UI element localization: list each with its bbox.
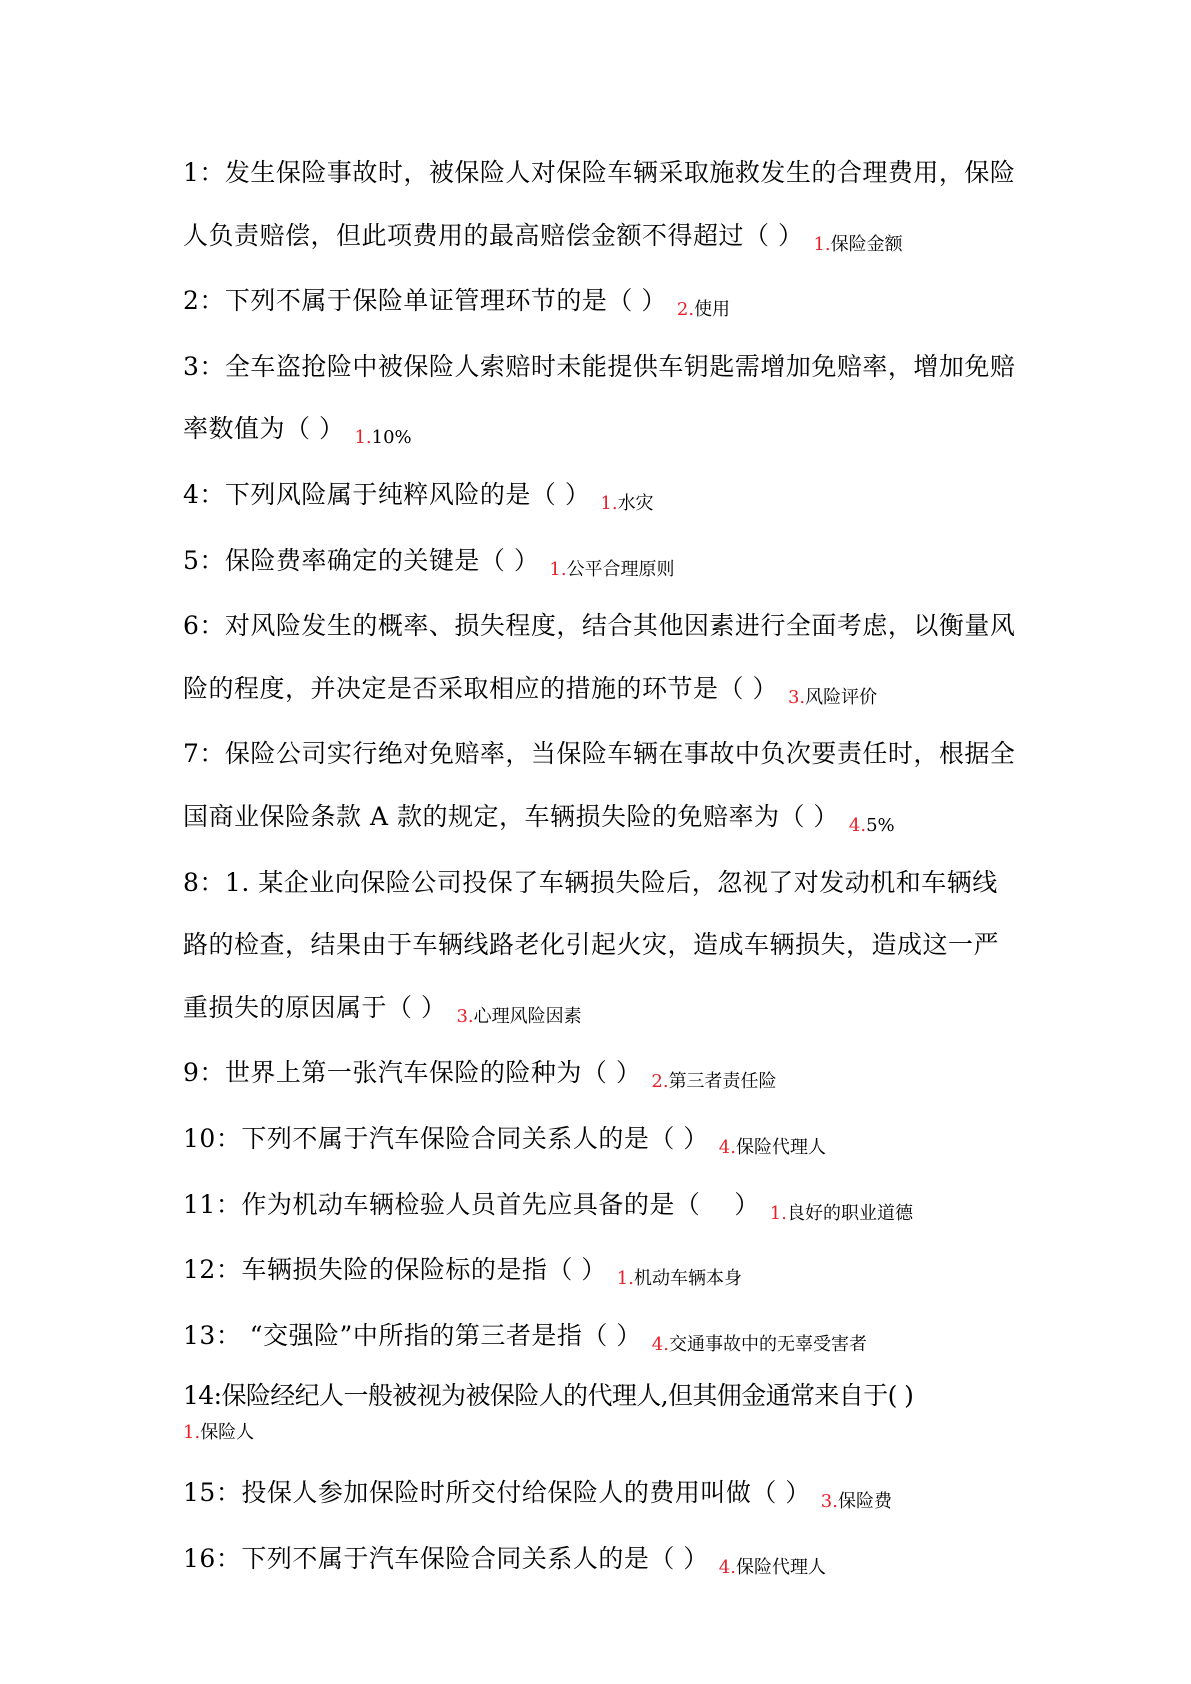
question-separator: ： xyxy=(215,1123,242,1153)
question-item xyxy=(183,852,1023,1043)
answer-text: 机动车辆本身 xyxy=(633,1268,742,1290)
answer-option-number: 1. xyxy=(600,492,618,514)
answer-option-number: 3. xyxy=(787,686,806,708)
question-item xyxy=(183,1108,1023,1174)
answer xyxy=(617,1268,742,1289)
answer xyxy=(183,1416,1023,1456)
question-number: 12 xyxy=(183,1255,216,1285)
answer-text: 心理风险因素 xyxy=(473,1005,582,1027)
answer-option-number: 1. xyxy=(616,1268,634,1290)
question-number: 11 xyxy=(183,1189,216,1219)
question-number: 5 xyxy=(183,545,200,575)
question-separator: ： xyxy=(199,867,225,897)
answer xyxy=(600,493,653,514)
question-text: 保险经纪人一般被视为被保险人的代理人,但其佣金通常来自于( ) xyxy=(221,1381,914,1411)
question-item xyxy=(183,595,1023,723)
question-number: 13 xyxy=(183,1320,216,1350)
answer xyxy=(849,815,895,836)
question-number: 14 xyxy=(183,1381,214,1411)
question-text: 保险公司实行绝对免赔率，当保险车辆在事故中负次要责任时，根据全国商业保险条款 A 款的规定，车辆损失险的免赔率为（ ） xyxy=(183,739,1016,831)
answer-text: 风险评价 xyxy=(805,686,878,708)
answer-text: 公平合理原则 xyxy=(566,558,675,580)
answer-option-number: 1. xyxy=(549,558,567,580)
question-number: 3 xyxy=(183,351,200,381)
question-separator: ： xyxy=(215,1478,242,1508)
answer xyxy=(456,1006,581,1027)
question-separator: ： xyxy=(215,1543,242,1573)
answer-option-number: 1. xyxy=(183,1422,201,1444)
question-text: 保险费率确定的关键是（ ） xyxy=(224,545,540,575)
question-text: 投保人参加保险时所交付给保险人的费用叫做（ ） xyxy=(241,1478,811,1508)
question-item xyxy=(183,464,1023,530)
question-item xyxy=(183,530,1023,596)
answer xyxy=(770,1203,913,1224)
question-number: 10 xyxy=(183,1123,216,1153)
answer xyxy=(719,1137,826,1158)
question-text: “交强险”中所指的第三者是指（ ） xyxy=(241,1320,642,1350)
answer-option-number: 2. xyxy=(651,1071,669,1093)
question-number: 2 xyxy=(183,286,200,316)
question-text: 世界上第一张汽车保险的险种为（ ） xyxy=(224,1058,642,1088)
question-separator: ： xyxy=(199,739,225,769)
answer xyxy=(719,1557,826,1578)
question-text: 下列风险属于纯粹风险的是（ ） xyxy=(224,479,591,509)
question-separator: ： xyxy=(199,158,225,187)
question-separator: ： xyxy=(199,1058,225,1088)
question-number: 1 xyxy=(183,158,200,187)
question-number: 9 xyxy=(183,1058,200,1088)
answer-text: 10% xyxy=(371,427,412,449)
question-text: 下列不属于汽车保险合同关系人的是（ ） xyxy=(241,1123,709,1153)
answer-text: 保险人 xyxy=(200,1422,255,1444)
question-item xyxy=(183,1370,1023,1462)
answer-option-number: 4. xyxy=(718,1136,736,1158)
question-text: 车辆损失险的保险标的是指（ ） xyxy=(241,1255,607,1285)
answer-text: 良好的职业道德 xyxy=(786,1202,913,1224)
answer-option-number: 2. xyxy=(676,299,695,321)
answer-option-number: 4. xyxy=(848,814,867,836)
question-item xyxy=(183,723,1023,851)
question-separator: ： xyxy=(215,1255,242,1285)
answer-option-number: 4. xyxy=(718,1556,736,1578)
question-separator: ： xyxy=(199,479,225,509)
question-number: 15 xyxy=(183,1478,216,1508)
question-text: 1. 某企业向保险公司投保了车辆损失险后，忽视了对发动机和车辆线路的检查，结果由于车辆线路老化引起火灾，造成车辆损失，造成这一严重损失的原因属于（ ） xyxy=(183,867,1000,1022)
question-item xyxy=(183,1462,1023,1528)
question-number: 16 xyxy=(183,1543,216,1573)
answer xyxy=(677,299,730,320)
answer xyxy=(652,1334,867,1355)
answer-text: 使用 xyxy=(694,299,731,321)
question-text: 下列不属于保险单证管理环节的是（ ） xyxy=(224,286,667,316)
question-separator: ： xyxy=(199,351,225,381)
question-item xyxy=(183,1528,1023,1594)
answer-option-number: 4. xyxy=(651,1333,669,1355)
answer-text: 保险费 xyxy=(837,1491,892,1513)
answer-text: 第三者责任险 xyxy=(668,1071,777,1093)
question-item xyxy=(183,1239,1023,1305)
question-separator: ： xyxy=(199,286,225,316)
question-list xyxy=(183,142,1023,1593)
question-item xyxy=(183,1042,1023,1108)
question-text: 下列不属于汽车保险合同关系人的是（ ） xyxy=(241,1543,709,1573)
answer-text: 5% xyxy=(866,814,895,836)
question-item xyxy=(183,336,1023,464)
question-number: 8 xyxy=(183,867,200,897)
answer xyxy=(813,234,902,255)
question-text: 对风险发生的概率、损失程度，结合其他因素进行全面考虑，以衡量风险的程度，并决定是否采取相应的措施的环节是（ ） xyxy=(183,611,1016,703)
answer-text: 保险代理人 xyxy=(735,1556,826,1578)
question-item xyxy=(183,142,1023,270)
question-text: 作为机动车辆检验人员首先应具备的是（ ） xyxy=(241,1189,760,1219)
question-item xyxy=(183,270,1023,336)
answer-text: 交通事故中的无辜受害者 xyxy=(668,1333,867,1355)
question-text: 发生保险事故时，被保险人对保险车辆采取施救发生的合理费用，保险人负责赔偿，但此项费用的最高赔偿金额不得超过（ ） xyxy=(183,158,1016,250)
answer xyxy=(354,427,411,448)
answer-option-number: 1. xyxy=(354,427,372,449)
question-number: 6 xyxy=(183,611,200,641)
answer-text: 水灾 xyxy=(617,492,654,514)
answer-option-number: 3. xyxy=(456,1005,474,1027)
answer xyxy=(651,1071,776,1092)
answer-text: 保险代理人 xyxy=(735,1136,826,1158)
question-item xyxy=(183,1174,1023,1240)
answer-text: 保险金额 xyxy=(830,233,903,255)
question-separator: : xyxy=(213,1381,222,1411)
question-text: 全车盗抢险中被保险人索赔时未能提供车钥匙需增加免赔率，增加免赔率数值为（ ） xyxy=(183,351,1016,444)
answer-option-number: 1. xyxy=(813,233,831,255)
question-item xyxy=(183,1305,1023,1371)
question-separator: ： xyxy=(215,1189,242,1219)
answer xyxy=(549,559,674,580)
answer-option-number: 3. xyxy=(820,1491,838,1513)
question-separator: ： xyxy=(199,611,225,641)
answer xyxy=(788,687,877,708)
question-separator: ： xyxy=(215,1320,242,1350)
question-number: 7 xyxy=(183,739,200,769)
question-number: 4 xyxy=(183,479,200,509)
answer xyxy=(821,1491,892,1512)
question-separator: ： xyxy=(199,545,225,575)
answer-option-number: 1. xyxy=(769,1202,787,1224)
